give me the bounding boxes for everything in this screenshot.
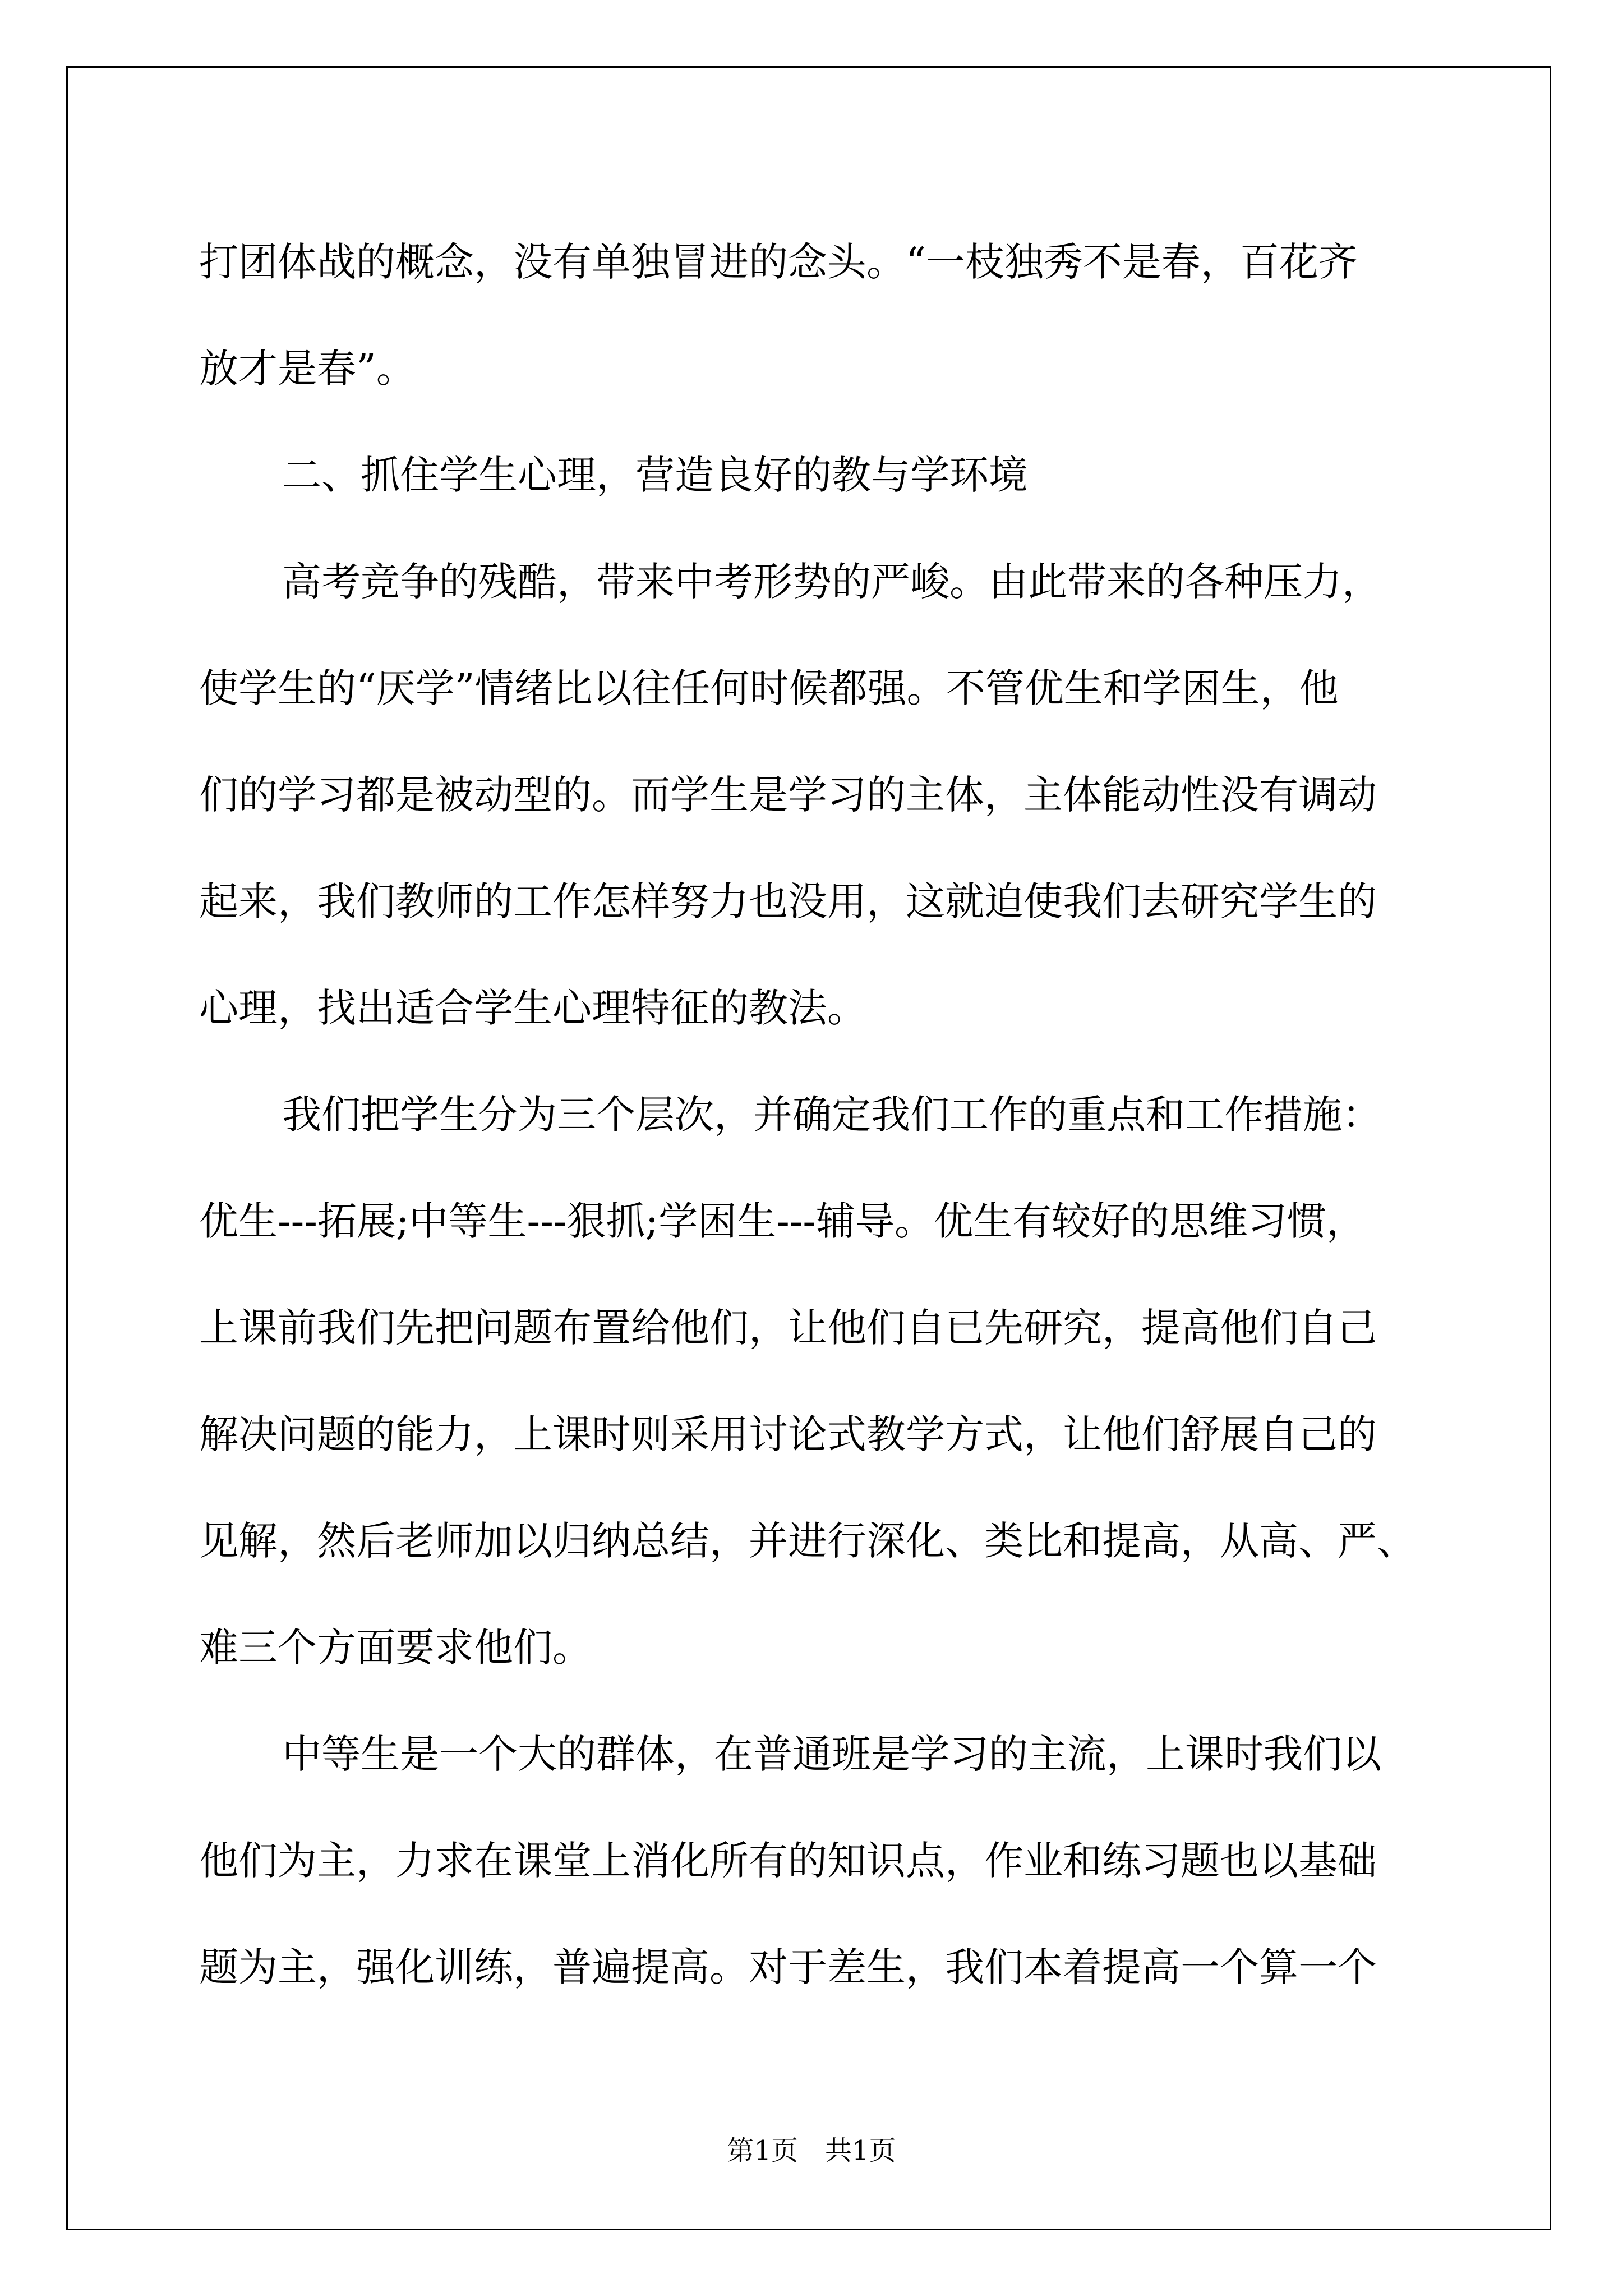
- text-line: 难三个方面要求他们。: [199, 1625, 592, 1671]
- text-line: 优生---拓展;中等生---狠抓;学困生---辅导。优生有较好的思维习惯，: [199, 1198, 1366, 1244]
- text-line: 见解，然后老师加以归纳总结，并进行深化、类比和提高，从高、严、: [199, 1518, 1416, 1564]
- text-line: 上课前我们先把问题布置给他们，让他们自已先研究，提高他们自己: [199, 1305, 1377, 1351]
- text-line: 放才是春”。: [199, 346, 416, 392]
- text-line: 我们把学生分为三个层次，并确定我们工作的重点和工作措施：: [282, 1092, 1381, 1138]
- document-body: [199, 209, 1444, 2021]
- text-line: 中等生是一个大的群体，在普通班是学习的主流，上课时我们以: [282, 1731, 1381, 1777]
- text-line: 心理，找出适合学生心理特征的教法。: [199, 985, 866, 1031]
- text-line: 他们为主，力求在课堂上消化所有的知识点，作业和练习题也以基础: [199, 1838, 1377, 1884]
- text-line: 解决问题的能力，上课时则采用讨论式教学方式，让他们舒展自己的: [199, 1411, 1377, 1457]
- text-line: 打团体战的概念，没有单独冒进的念头。“一枝独秀不是春，百花齐: [199, 239, 1358, 285]
- text-line: 高考竞争的残酷，带来中考形势的严峻。由此带来的各种压力，: [282, 559, 1381, 605]
- page-footer: [0, 2129, 1623, 2168]
- text-line: 题为主，强化训练，普遍提高。对于差生，我们本着提高一个算一个: [199, 1944, 1377, 1990]
- section-heading: 二、抓住学生心理，营造良好的教与学环境: [282, 452, 1028, 498]
- page-total: 共1页: [825, 2135, 896, 2166]
- text-line: 们的学习都是被动型的。而学生是学习的主体，主体能动性没有调动: [199, 772, 1377, 818]
- page-number: 第1页: [727, 2135, 798, 2166]
- text-line: 起来，我们教师的工作怎样努力也没用，这就迫使我们去研究学生的: [199, 878, 1377, 924]
- text-line: 使学生的“厌学”情绪比以往任何时候都强。不管优生和学困生，他: [199, 665, 1339, 711]
